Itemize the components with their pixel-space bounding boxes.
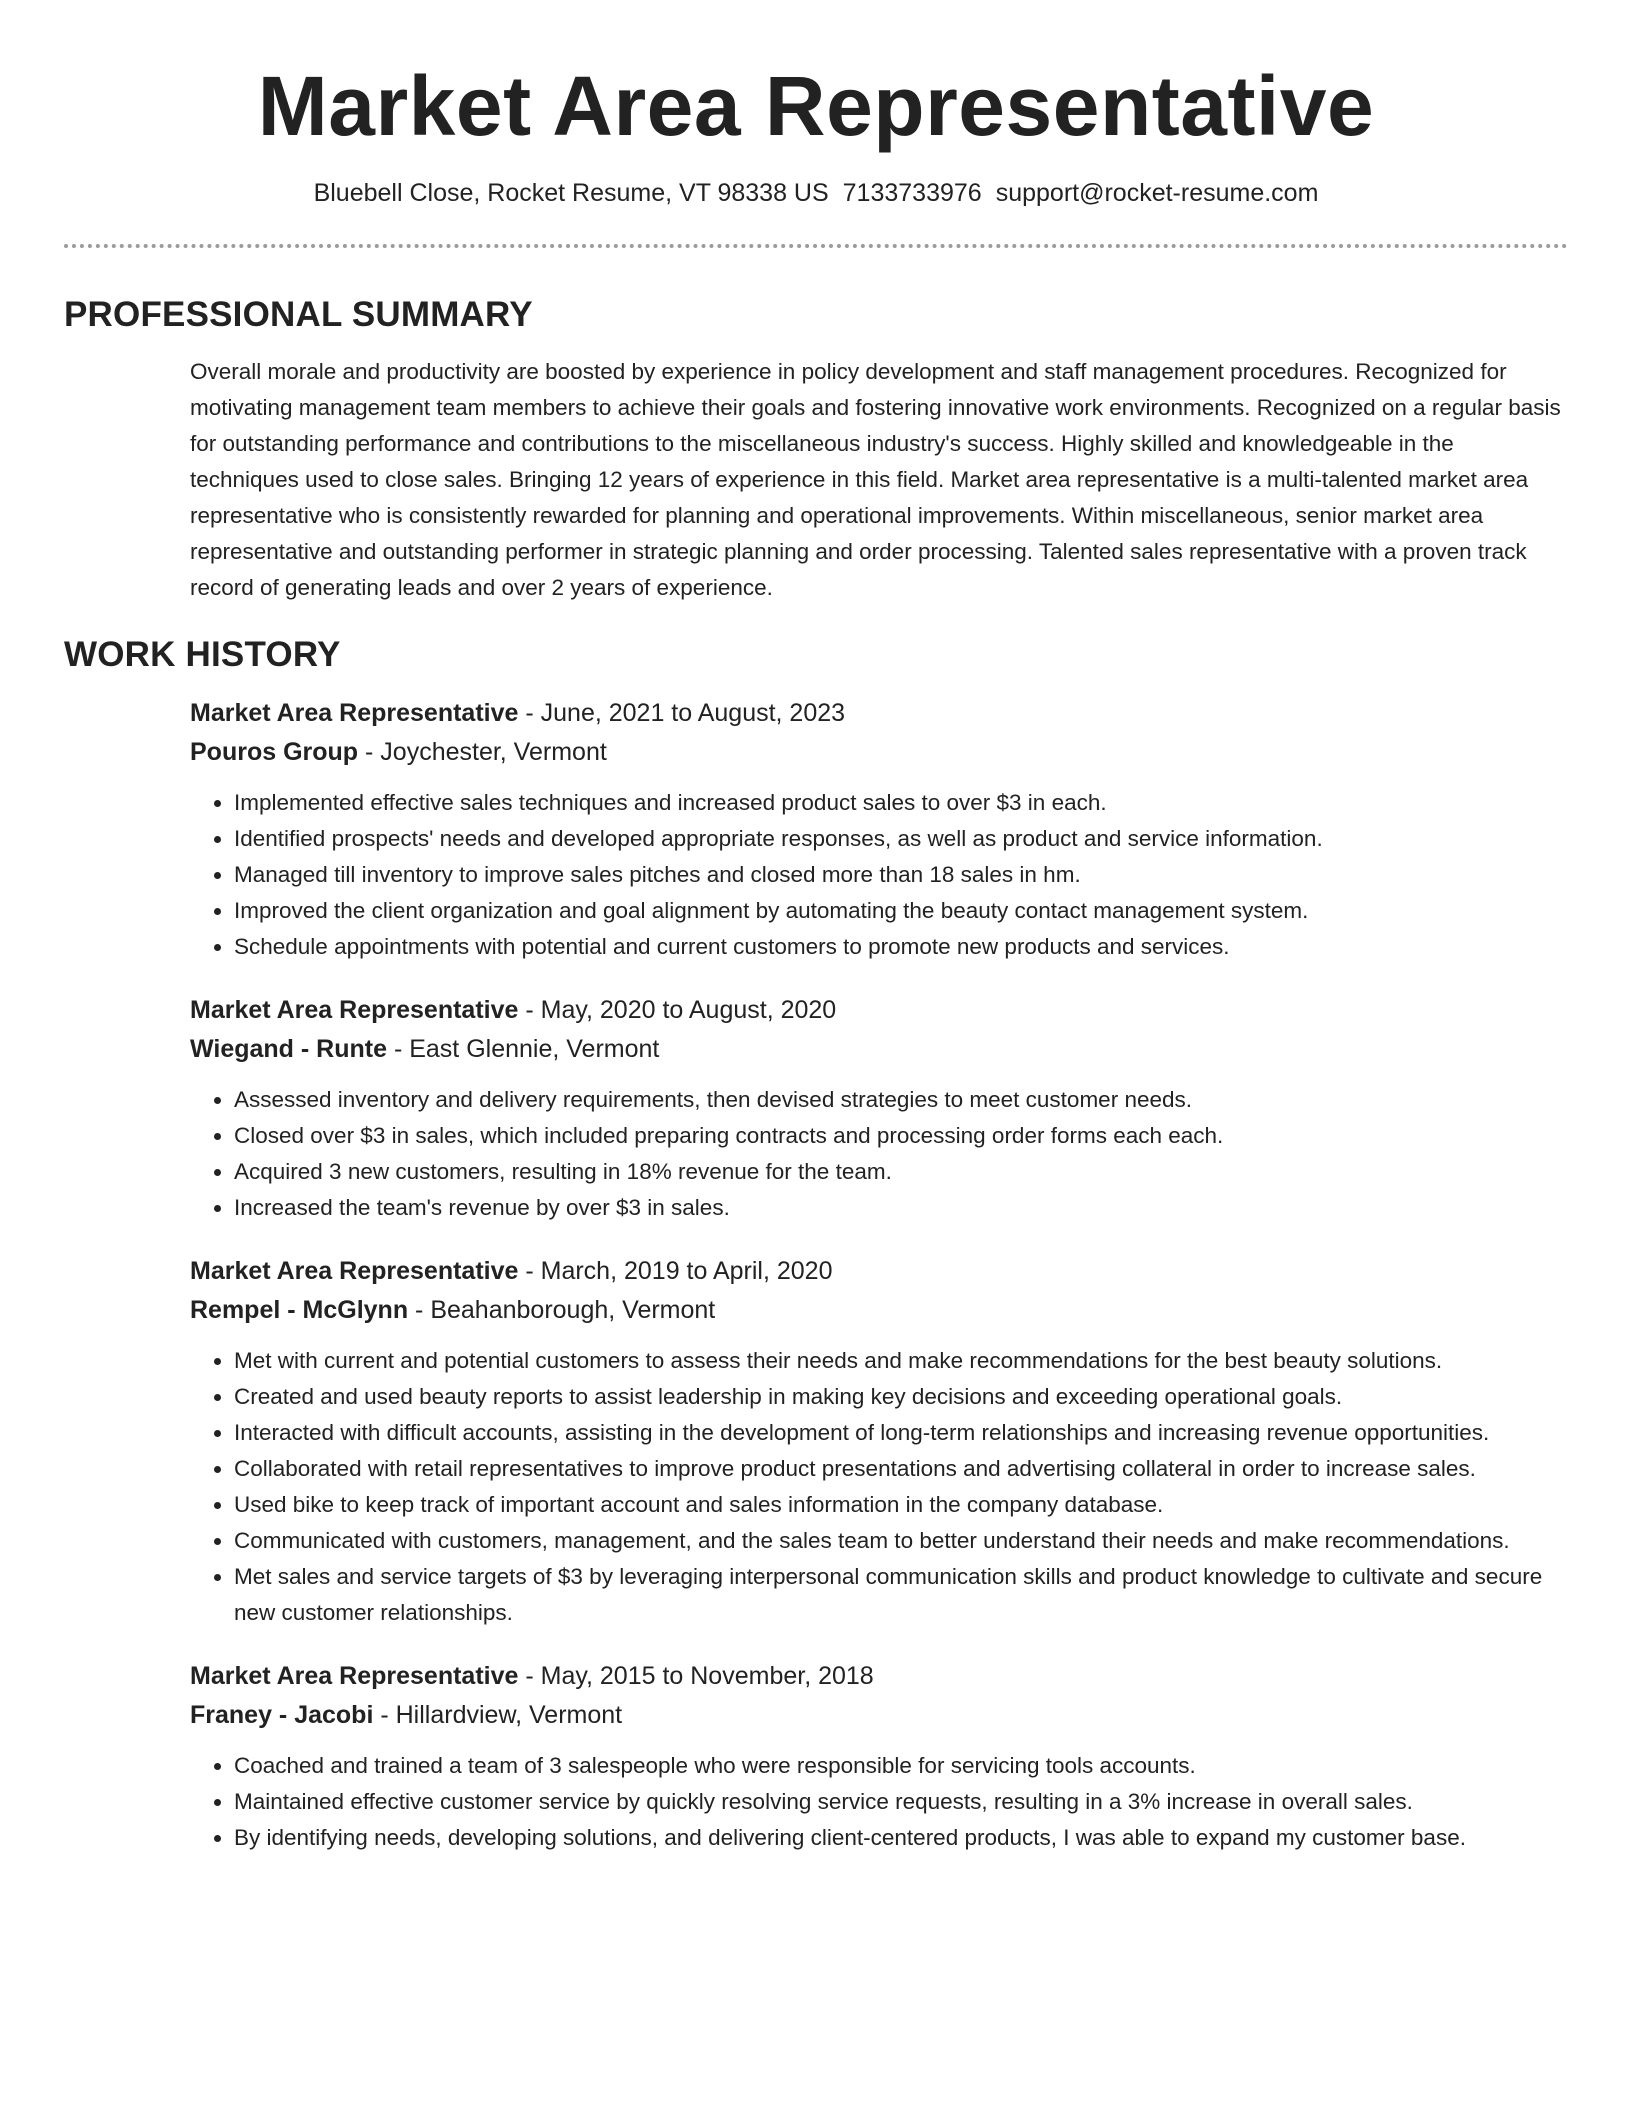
header-divider bbox=[64, 244, 1568, 248]
job-bullet: • Assessed inventory and delivery requirements, then devised strategies to meet customer needs. bbox=[234, 1082, 1568, 1118]
job-dates: - June, 2021 to August, 2023 bbox=[525, 699, 846, 727]
job-entry bbox=[190, 1657, 1568, 1856]
job-company-line bbox=[190, 1030, 1568, 1069]
job-title-line bbox=[190, 991, 1568, 1030]
job-dates: - May, 2020 to August, 2020 bbox=[525, 996, 837, 1024]
job-company: Rempel - McGlynn bbox=[190, 1296, 409, 1324]
job-entry bbox=[190, 694, 1568, 965]
job-bullet: • Met sales and service targets of $3 by leveraging interpersonal communication skills and product knowledge to cultivate and secure new customer relationships. bbox=[234, 1559, 1568, 1631]
job-role: Market Area Representative bbox=[190, 1257, 519, 1285]
job-bullet: • Interacted with difficult accounts, assisting in the development of long-term relationships and increasing revenue opportunities. bbox=[234, 1415, 1568, 1451]
job-bullet: • Closed over $3 in sales, which included preparing contracts and processing order forms each each. bbox=[234, 1118, 1568, 1154]
job-dates: - March, 2019 to April, 2020 bbox=[525, 1257, 833, 1285]
job-company: Franey - Jacobi bbox=[190, 1701, 374, 1729]
contact-phone: 7133733976 bbox=[842, 179, 982, 207]
job-company-line bbox=[190, 1696, 1568, 1735]
job-bullets bbox=[190, 785, 1568, 965]
job-role: Market Area Representative bbox=[190, 699, 519, 727]
job-company: Wiegand - Runte bbox=[190, 1035, 387, 1063]
job-bullet: • By identifying needs, developing solutions, and delivering client-centered products, I was able to expand my customer base. bbox=[234, 1820, 1568, 1856]
job-bullet: • Communicated with customers, management, and the sales team to better understand their needs and make recommendations. bbox=[234, 1523, 1568, 1559]
job-bullet: • Collaborated with retail representatives to improve product presentations and advertising collateral in order to increase sales. bbox=[234, 1451, 1568, 1487]
job-bullet: • Implemented effective sales techniques and increased product sales to over $3 in each. bbox=[234, 785, 1568, 821]
job-bullets bbox=[190, 1343, 1568, 1631]
job-company: Pouros Group bbox=[190, 738, 359, 766]
job-bullet: • Schedule appointments with potential and current customers to promote new products and services. bbox=[234, 929, 1568, 965]
contact-address: Bluebell Close, Rocket Resume, VT 98338 US bbox=[313, 179, 829, 207]
summary-text: Overall morale and productivity are boosted by experience in policy development and staff management procedures. Recognized for motivating management team members to achieve their goals and fostering innovative work environments. Recognized on a regular basis for outstanding performance and contributions to the miscellaneous industry's success. Highly skilled and knowledgeable in the techniques used to close sales. Bringing 12 years of experience in this field. Market area representative is a multi-talented market area representative who is consistently rewarded for planning and operational improvements. Within miscellaneous, senior market area representative and outstanding performer in strategic planning and order processing. Talented sales representative with a proven track record of generating leads and over 2 years of experience. bbox=[190, 359, 1561, 600]
job-bullet: • Created and used beauty reports to assist leadership in making key decisions and exceeding operational goals. bbox=[234, 1379, 1568, 1415]
job-company-line bbox=[190, 733, 1568, 772]
job-bullet: • Identified prospects' needs and developed appropriate responses, as well as product and service information. bbox=[234, 821, 1568, 857]
job-entry bbox=[190, 991, 1568, 1226]
job-title-line bbox=[190, 694, 1568, 733]
job-location: - East Glennie, Vermont bbox=[393, 1035, 660, 1063]
job-dates: - May, 2015 to November, 2018 bbox=[525, 1662, 874, 1690]
job-bullet: • Maintained effective customer service by quickly resolving service requests, resulting in a 3% increase in overall sales. bbox=[234, 1784, 1568, 1820]
job-title-line bbox=[190, 1252, 1568, 1291]
section-title-work-history: WORK HISTORY bbox=[64, 635, 341, 674]
job-bullet: • Met with current and potential customers to assess their needs and make recommendations for the best beauty solutions. bbox=[234, 1343, 1568, 1379]
job-bullet: • Used bike to keep track of important account and sales information in the company database. bbox=[234, 1487, 1568, 1523]
job-bullet: • Coached and trained a team of 3 salespeople who were responsible for servicing tools accounts. bbox=[234, 1748, 1568, 1784]
job-bullet: • Managed till inventory to improve sales pitches and closed more than 18 sales in hm. bbox=[234, 857, 1568, 893]
job-location: - Beahanborough, Vermont bbox=[415, 1296, 716, 1324]
job-bullet: • Improved the client organization and goal alignment by automating the beauty contact management system. bbox=[234, 893, 1568, 929]
job-bullets bbox=[190, 1748, 1568, 1856]
job-bullet: • Acquired 3 new customers, resulting in 18% revenue for the team. bbox=[234, 1154, 1568, 1190]
section-title-summary: PROFESSIONAL SUMMARY bbox=[64, 295, 533, 334]
job-title-line bbox=[190, 1657, 1568, 1696]
job-role: Market Area Representative bbox=[190, 996, 519, 1024]
job-company-line bbox=[190, 1291, 1568, 1330]
job-location: - Hillardview, Vermont bbox=[380, 1701, 623, 1729]
job-role: Market Area Representative bbox=[190, 1662, 519, 1690]
resume-name-title: Market Area Representative bbox=[257, 59, 1375, 153]
contact-email: support@rocket-resume.com bbox=[995, 179, 1319, 207]
job-location: - Joychester, Vermont bbox=[365, 738, 607, 766]
job-bullets bbox=[190, 1082, 1568, 1226]
job-bullet: • Increased the team's revenue by over $3 in sales. bbox=[234, 1190, 1568, 1226]
resume-page bbox=[64, 0, 1568, 1856]
contact-line bbox=[64, 176, 1568, 210]
job-entry bbox=[190, 1252, 1568, 1631]
